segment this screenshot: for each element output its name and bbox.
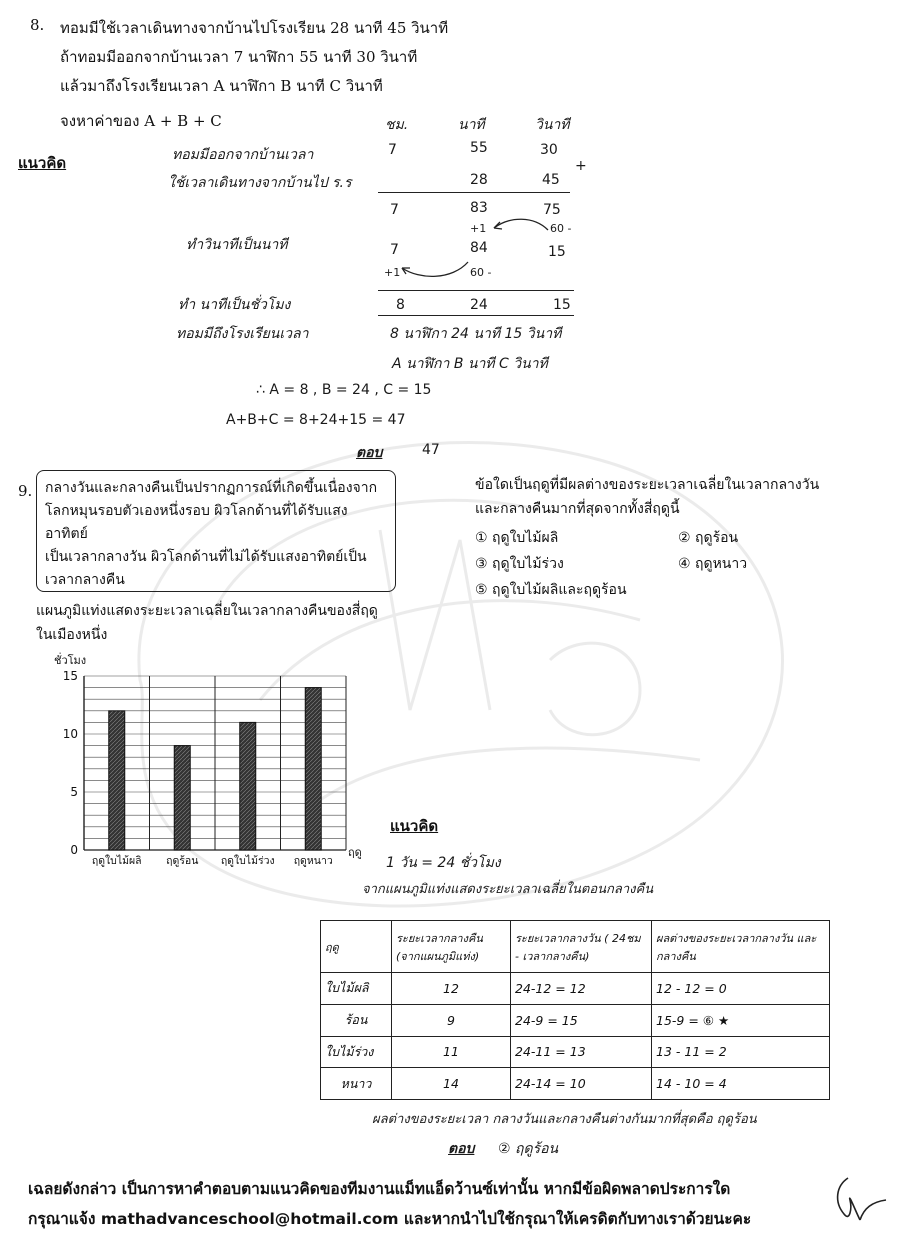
- chart-caption-line2: ในเมืองหนึ่ง: [36, 627, 108, 643]
- q9-note-day: 1 วัน = 24 ชั่วโมง: [386, 855, 501, 871]
- y-axis-label: ชั่วโมง: [54, 654, 87, 667]
- table-row: [321, 973, 830, 1005]
- table-cell: 24-9 = 15: [511, 1004, 652, 1036]
- y-tick-label: 15: [62, 669, 78, 683]
- q8-carry-plus: +1: [470, 222, 487, 235]
- q8-arrival-label: ทอมมีถึงโรงเรียนเวลา: [176, 326, 309, 342]
- q8-sum: A+B+C = 8+24+15 = 47: [226, 412, 406, 428]
- q8-col-sec: วินาที: [535, 117, 570, 133]
- q8-row-m: 84: [470, 240, 488, 256]
- q8-row-s: 75: [543, 202, 561, 218]
- q8-line4: จงหาค่าของ A + B + C: [60, 112, 222, 130]
- q9-choice-2[interactable]: ② ฤดูร้อน: [678, 530, 739, 546]
- q8-carry-minus: 60 -: [550, 222, 572, 235]
- q9-context-box: [36, 470, 396, 592]
- q8-arrival-values: 8 นาฬิกา 24 นาที 15 วินาที: [390, 326, 562, 342]
- q9-note-chart: จากแผนภูมิแท่งแสดงระยะเวลาเฉลี่ยในตอนกลางคืน: [362, 882, 654, 897]
- table-header-cell: ผลต่างของระยะเวลากลางวัน และกลางคืน: [652, 921, 830, 973]
- bar: [109, 711, 125, 850]
- table-cell: 12: [392, 973, 511, 1005]
- table-cell: 15-9 = ⑥ ★: [652, 1004, 830, 1036]
- table-cell: 24-14 = 10: [511, 1068, 652, 1100]
- q9-box-line: โลกหมุนรอบตัวเองหนึ่งรอบ ผิวโลกด้านที่ได้รับแสงอาทิตย์: [45, 503, 348, 542]
- q8-row-label: ทำวินาทีเป็นนาที: [186, 237, 288, 253]
- table-cell: 14 - 10 = 4: [652, 1068, 830, 1100]
- footer-line2: กรุณาแจ้ง mathadvanceschool@hotmail.com และหากนำไปใช้กรุณาให้เครดิตกับทางเราด้วยนะคะ: [28, 1210, 752, 1228]
- q8-col-hr: ชม.: [385, 117, 409, 133]
- footer-line1: เฉลยดังกล่าว เป็นการหาคำตอบตามแนวคิดของทีมงานแม็ทแอ็ดว้านซ์เท่านั้น หากมีข้อผิดพลาดประการใด: [28, 1180, 731, 1198]
- x-tick-label: ฤดูร้อน: [166, 855, 199, 867]
- q9-question-line2: และกลางคืนมากที่สุดจากทั้งสี่ฤดูนี้: [475, 501, 680, 517]
- bar-chart: [50, 650, 370, 880]
- q8-carry-arrow: [490, 214, 552, 240]
- q8-row-h: 7: [390, 242, 399, 258]
- q8-row-label: ทำ นาทีเป็นชั่วโมง: [178, 297, 291, 313]
- q8-answer-label: ตอบ: [356, 445, 383, 461]
- q8-row-m: 24: [470, 297, 488, 313]
- q9-box-line: กลางวันและกลางคืนเป็นปรากฏการณ์ที่เกิดขึ้นเนื่องจาก: [45, 480, 378, 496]
- q9-conclusion: ผลต่างของระยะเวลา กลางวันและกลางคืนต่างกันมากที่สุดคือ ฤดูร้อน: [372, 1112, 757, 1127]
- q8-carry-arrow: [398, 256, 472, 282]
- x-axis-label: ฤดู: [348, 846, 362, 859]
- table-header-cell: ระยะเวลากลางคืน (จากแผนภูมิแท่ง): [392, 921, 511, 973]
- table-cell: 13 - 11 = 2: [652, 1036, 830, 1068]
- q9-number: 9.: [18, 482, 33, 500]
- q8-row-m: 83: [470, 200, 488, 216]
- q8-carry-plus: +1: [384, 266, 401, 279]
- table-cell: 24-11 = 13: [511, 1036, 652, 1068]
- q9-box-line: เป็นเวลากลางวัน ผิวโลกด้านที่ไม่ได้รับแสงอาทิตย์เป็น: [45, 549, 367, 565]
- q8-row-s: 15: [553, 297, 571, 313]
- q8-final-line: [378, 315, 574, 316]
- q9-answer-label: ตอบ: [448, 1141, 475, 1157]
- q8-row-s: 30: [540, 142, 558, 158]
- chart-caption-line1: แผนภูมิแท่งแสดงระยะเวลาเฉลี่ยในเวลากลางคืนของสี่ฤดู: [36, 603, 378, 619]
- q9-box-line: เวลากลางคืน: [45, 572, 125, 588]
- table-row: [321, 1068, 830, 1100]
- table-header-row: [321, 921, 830, 973]
- table-cell: ใบไม้ผลิ: [321, 973, 392, 1005]
- q9-solution-table: [320, 920, 830, 1100]
- x-tick-label: ฤดูใบไม้ร่วง: [220, 855, 275, 867]
- y-tick-label: 10: [62, 727, 78, 741]
- x-tick-label: ฤดูใบไม้ผลิ: [91, 855, 142, 867]
- q8-row-s: 45: [542, 172, 560, 188]
- y-tick-label: 5: [70, 785, 78, 799]
- q8-heading: แนวคิด: [18, 154, 67, 172]
- q8-col-min: นาที: [458, 117, 485, 133]
- q9-choice-3[interactable]: ③ ฤดูใบไม้ร่วง: [475, 556, 564, 572]
- q8-row-m: 28: [470, 172, 488, 188]
- table-row: [321, 1004, 830, 1036]
- table-cell: หนาว: [321, 1068, 392, 1100]
- q8-carry-minus: 60 -: [470, 266, 492, 279]
- q9-choice-5[interactable]: ⑤ ฤดูใบไม้ผลิและฤดูร้อน: [475, 582, 627, 598]
- q8-answer-value: 47: [422, 442, 440, 458]
- bar: [305, 688, 321, 850]
- q8-row-h: 8: [396, 297, 405, 313]
- q9-answer-value: ② ฤดูร้อน: [498, 1141, 559, 1157]
- table-cell: 11: [392, 1036, 511, 1068]
- table-header-cell: ฤดู: [321, 921, 392, 973]
- y-tick-label: 0: [70, 843, 78, 857]
- q8-row-label: ใช้เวลาเดินทางจากบ้านไป ร.ร: [168, 175, 352, 191]
- q8-plus-sign: +: [575, 158, 587, 174]
- q9-choice-1[interactable]: ① ฤดูใบไม้ผลิ: [475, 530, 559, 546]
- q8-abc-line: A นาฬิกา B นาที C วินาที: [392, 356, 548, 372]
- q8-sum-line: [378, 192, 570, 193]
- q8-row-s: 15: [548, 244, 566, 260]
- q8-line2: ถ้าทอมมีออกจากบ้านเวลา 7 นาฬิกา 55 นาที 30 วินาที: [60, 48, 418, 66]
- q8-line3: แล้วมาถึงโรงเรียนเวลา A นาฬิกา B นาที C วินาที: [60, 77, 383, 95]
- table-cell: 14: [392, 1068, 511, 1100]
- q9-heading: แนวคิด: [390, 817, 439, 835]
- table-row: [321, 1036, 830, 1068]
- table-cell: 24-12 = 12: [511, 973, 652, 1005]
- q8-convert-line: [378, 290, 574, 291]
- q8-row-m: 55: [470, 140, 488, 156]
- bar: [174, 746, 190, 850]
- q8-row-label: ทอมมีออกจากบ้านเวลา: [172, 147, 314, 163]
- x-tick-label: ฤดูหนาว: [293, 855, 333, 867]
- q8-row-h: 7: [388, 142, 397, 158]
- table-cell: 12 - 12 = 0: [652, 973, 830, 1005]
- table-cell: ใบไม้ร่วง: [321, 1036, 392, 1068]
- table-cell: ร้อน: [321, 1004, 392, 1036]
- table-header-cell: ระยะเวลากลางวัน ( 24ชม - เวลากลางคืน): [511, 921, 652, 973]
- q8-row-h: 7: [390, 202, 399, 218]
- q8-line1: ทอมมีใช้เวลาเดินทางจากบ้านไปโรงเรียน 28 นาที 45 วินาที: [60, 19, 449, 37]
- table-cell: 9: [392, 1004, 511, 1036]
- q8-therefore: ∴ A = 8 , B = 24 , C = 15: [256, 382, 432, 398]
- q9-choice-4[interactable]: ④ ฤดูหนาว: [678, 556, 748, 572]
- q8-number: 8.: [30, 16, 45, 34]
- q9-question-line1: ข้อใดเป็นฤดูที่มีผลต่างของระยะเวลาเฉลี่ยในเวลากลางวัน: [475, 477, 820, 493]
- signature: [830, 1172, 890, 1230]
- bar: [240, 722, 256, 850]
